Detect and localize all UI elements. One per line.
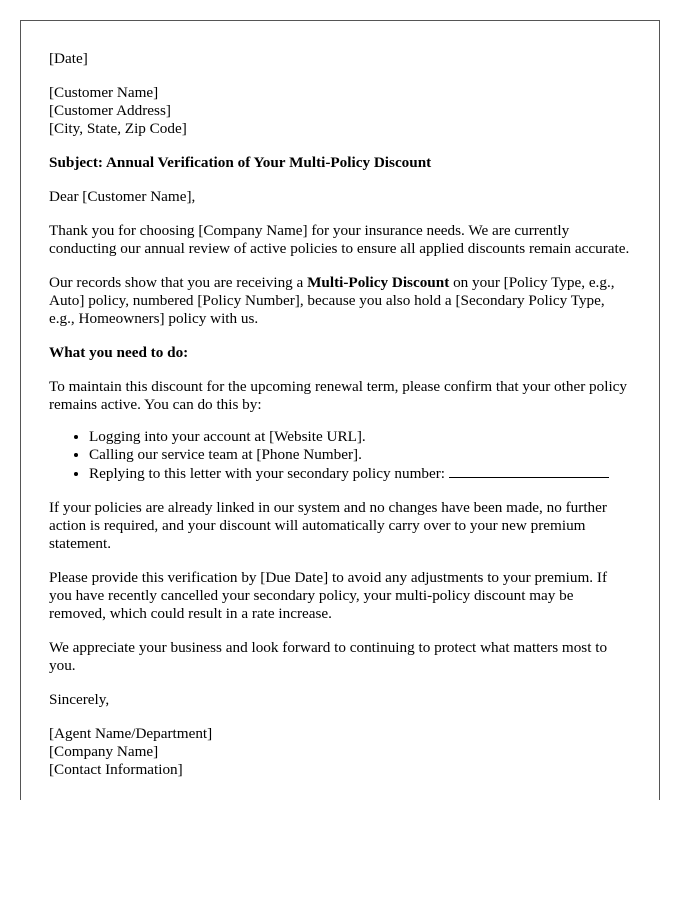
list-item (89, 428, 631, 446)
records-text-before: Our records show that you are receiving a (49, 274, 308, 291)
verification-options-list (49, 428, 631, 483)
signature-block (49, 725, 631, 779)
records-discount-name: Multi-Policy Discount (307, 274, 450, 291)
recipient-street: [Customer Address] (49, 102, 171, 119)
action-intro-paragraph: To maintain this discount for the upcoming renewal term, please confirm that your other policy remains active. You can do this by: (49, 378, 628, 413)
signature-company: [Company Name] (49, 743, 159, 760)
salutation: Dear [Customer Name], (49, 188, 196, 205)
signature-contact: [Contact Information] (49, 761, 183, 778)
action-heading-text: What you need to do: (49, 344, 189, 361)
records-text-after: on your [Policy Type, e.g., Auto] policy, numbered [Policy Number], because you also hold a [Secondary Policy Type, e.g., Homeowners] policy with us. (49, 274, 615, 327)
records-paragraph (49, 274, 631, 328)
policy-number-blank (449, 464, 609, 478)
option-phone: Calling our service team at [Phone Number]. (89, 446, 362, 463)
action-heading (49, 344, 631, 362)
list-item (89, 446, 631, 464)
sign-off: Sincerely, (49, 691, 110, 708)
recipient-city-state-zip: [City, State, Zip Code] (49, 120, 187, 137)
recipient-name: [Customer Name] (49, 84, 159, 101)
list-item (89, 464, 631, 483)
option-website: Logging into your account at [Website URL]. (89, 428, 366, 445)
linked-policies-paragraph: If your policies are already linked in our system and no changes have been made, no further action is required, and your discount will automatically carry over to your new premium statement. (49, 499, 607, 552)
letter (20, 20, 660, 800)
intro-paragraph: Thank you for choosing [Company Name] for your insurance needs. We are currently conducting our annual review of active policies to ensure all applied discounts remain accurate. (49, 222, 630, 257)
subject-line (49, 154, 631, 172)
letter-date: [Date] (49, 50, 88, 67)
closing-paragraph: We appreciate your business and look forward to continuing to protect what matters most to you. (49, 639, 608, 674)
subject-text: Subject: Annual Verification of Your Multi-Policy Discount (49, 154, 432, 171)
option-reply: Replying to this letter with your secondary policy number: (89, 465, 449, 482)
signature-agent: [Agent Name/Department] (49, 725, 213, 742)
deadline-paragraph: Please provide this verification by [Due Date] to avoid any adjustments to your premium. If you have recently cancelled your secondary policy, your multi-policy discount may be removed, which could result in a rate increase. (49, 569, 607, 622)
recipient-address (49, 84, 631, 138)
